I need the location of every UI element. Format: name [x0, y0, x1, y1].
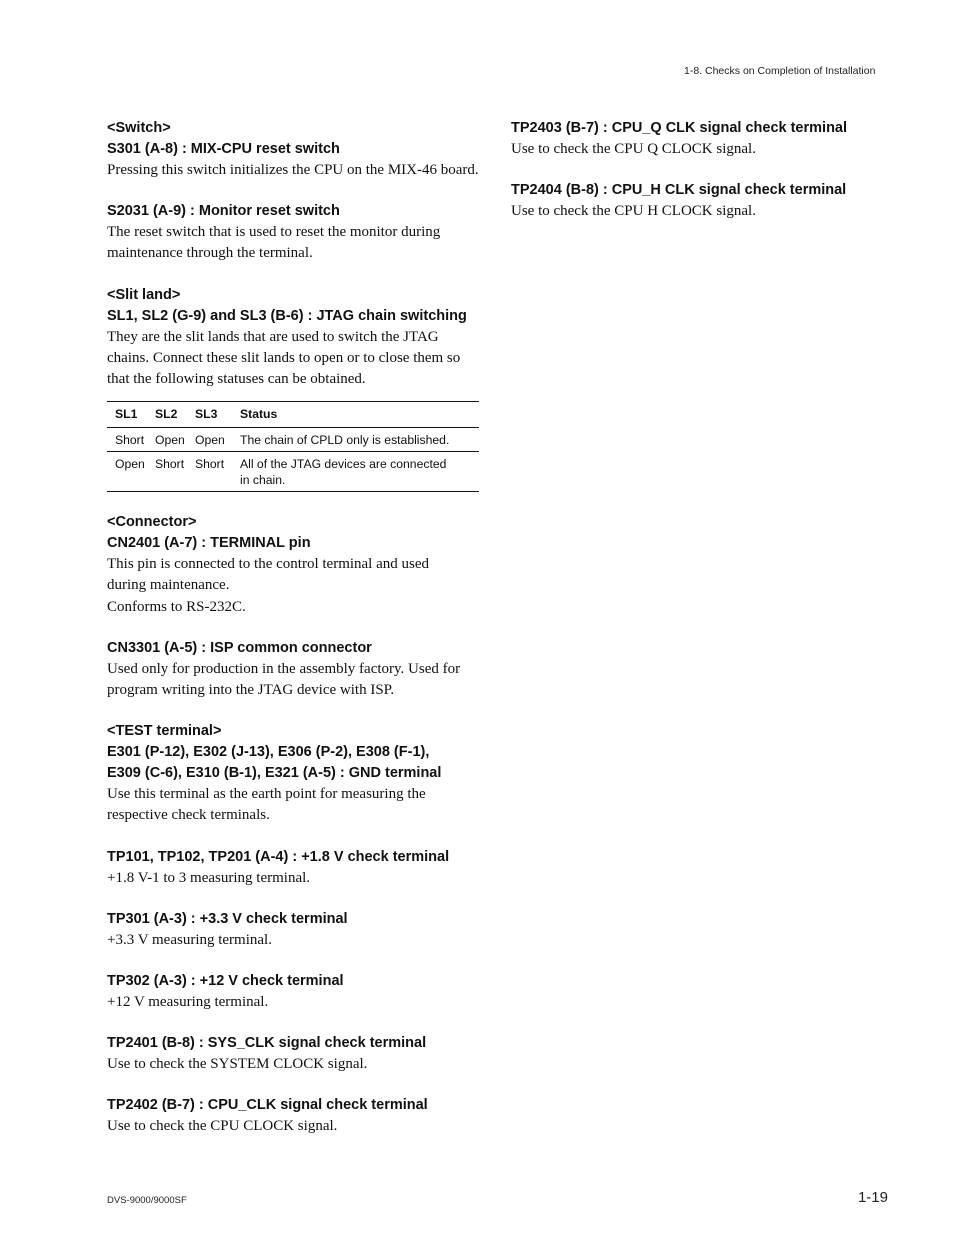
table-header-sl2: SL2 [147, 402, 187, 428]
body-line: This pin is connected to the control terminal and used [107, 556, 430, 573]
table-header-sl3: SL3 [187, 402, 232, 428]
cell-sl3: Short [195, 457, 225, 472]
group-label-connector: <Connector> [107, 514, 197, 531]
table-header-row [107, 402, 479, 428]
cell-sl2: Open [155, 433, 185, 448]
footer-model: DVS-9000/9000SF [107, 1195, 187, 1206]
body-line: Use this terminal as the earth point for measuring the [107, 786, 426, 803]
body-sl [107, 327, 481, 391]
body-line: They are the slit lands that are used to switch the JTAG [107, 328, 439, 345]
heading-cn2401: CN2401 (A-7) : TERMINAL pin [107, 535, 311, 552]
body-line: Use to check the CPU Q CLOCK signal. [511, 141, 756, 157]
body-line: Use to check the SYSTEM CLOCK signal. [107, 1056, 368, 1073]
running-header: 1-8. Checks on Completion of Installation [684, 65, 876, 77]
body-line: maintenance through the terminal. [107, 245, 313, 262]
body-tp302 [107, 992, 481, 1013]
body-line: +3.3 V measuring terminal. [107, 931, 272, 948]
body-s301 [107, 160, 481, 181]
heading-tp301: TP301 (A-3) : +3.3 V check terminal [107, 910, 348, 927]
heading-s2031: S2031 (A-9) : Monitor reset switch [107, 203, 340, 220]
table-header-sl1: SL1 [107, 402, 147, 428]
body-gnd-terminal [107, 784, 481, 826]
body-line: Pressing this switch initializes the CPU on the MIX-46 board. [107, 162, 479, 178]
body-line: that the following statuses can be obtained. [107, 371, 366, 388]
heading-s301: S301 (A-8) : MIX-CPU reset switch [107, 141, 340, 157]
body-line: during maintenance. [107, 577, 230, 594]
body-tp101 [107, 868, 481, 889]
body-tp2403 [511, 139, 885, 160]
heading-tp2404: TP2404 (B-8) : CPU_H CLK signal check terminal [511, 182, 847, 199]
group-label-switch: <Switch> [107, 120, 171, 136]
left-column [107, 118, 481, 1138]
body-cn2401 [107, 554, 481, 618]
cell-sl2: Short [155, 457, 185, 472]
heading-sl: SL1, SL2 (G-9) and SL3 (B-6) : JTAG chain switching [107, 307, 467, 324]
body-s2031 [107, 222, 481, 264]
body-line: +12 V measuring terminal. [107, 994, 269, 1011]
body-line: The reset switch that is used to reset the monitor during [107, 224, 441, 241]
heading-tp2401: TP2401 (B-8) : SYS_CLK signal check terminal [107, 1035, 427, 1052]
cell-sl1: Short [115, 433, 145, 448]
cell-status-line: in chain. [240, 473, 286, 488]
table-row [107, 452, 479, 492]
cell-status-line: All of the JTAG devices are connected [240, 457, 447, 472]
body-line: chains. Connect these slit lands to open or to close them so [107, 349, 461, 366]
heading-gnd-terminal [107, 742, 481, 784]
group-label-slit-land: <Slit land> [107, 286, 181, 303]
body-line: Use to check the CPU CLOCK signal. [107, 1118, 338, 1135]
body-line: +1.8 V-1 to 3 measuring terminal. [107, 869, 311, 886]
table-header-status: Status [232, 402, 479, 428]
group-label-test-terminal: <TEST terminal> [107, 723, 222, 740]
table-row [107, 428, 479, 452]
slit-land-status-table [107, 401, 479, 492]
body-line: Used only for production in the assembly factory. Used for [107, 660, 461, 677]
heading-line: E309 (C-6), E310 (B-1), E321 (A-5) : GND terminal [107, 765, 442, 782]
body-tp2402 [107, 1116, 481, 1137]
body-tp2401 [107, 1054, 481, 1075]
body-line: program writing into the JTAG device with ISP. [107, 682, 395, 699]
heading-line: E301 (P-12), E302 (J-13), E306 (P-2), E308 (F-1), [107, 744, 430, 761]
body-tp2404 [511, 201, 885, 222]
heading-tp2403: TP2403 (B-7) : CPU_Q CLK signal check terminal [511, 120, 848, 136]
right-column [511, 118, 885, 222]
heading-cn3301: CN3301 (A-5) : ISP common connector [107, 639, 372, 656]
cell-status: The chain of CPLD only is established. [240, 433, 450, 448]
heading-tp2402: TP2402 (B-7) : CPU_CLK signal check terminal [107, 1097, 428, 1114]
body-line: Use to check the CPU H CLOCK signal. [511, 203, 756, 220]
cell-sl1: Open [115, 457, 145, 472]
body-cn3301 [107, 659, 481, 701]
cell-status [232, 452, 479, 492]
page-number: 1-19 [857, 1189, 888, 1206]
cell-sl3: Open [195, 433, 225, 448]
body-line: Conforms to RS-232C. [107, 598, 246, 615]
body-line: respective check terminals. [107, 807, 270, 824]
heading-tp302: TP302 (A-3) : +12 V check terminal [107, 973, 344, 990]
body-tp301 [107, 930, 481, 951]
heading-tp101: TP101, TP102, TP201 (A-4) : +1.8 V check terminal [107, 848, 450, 865]
